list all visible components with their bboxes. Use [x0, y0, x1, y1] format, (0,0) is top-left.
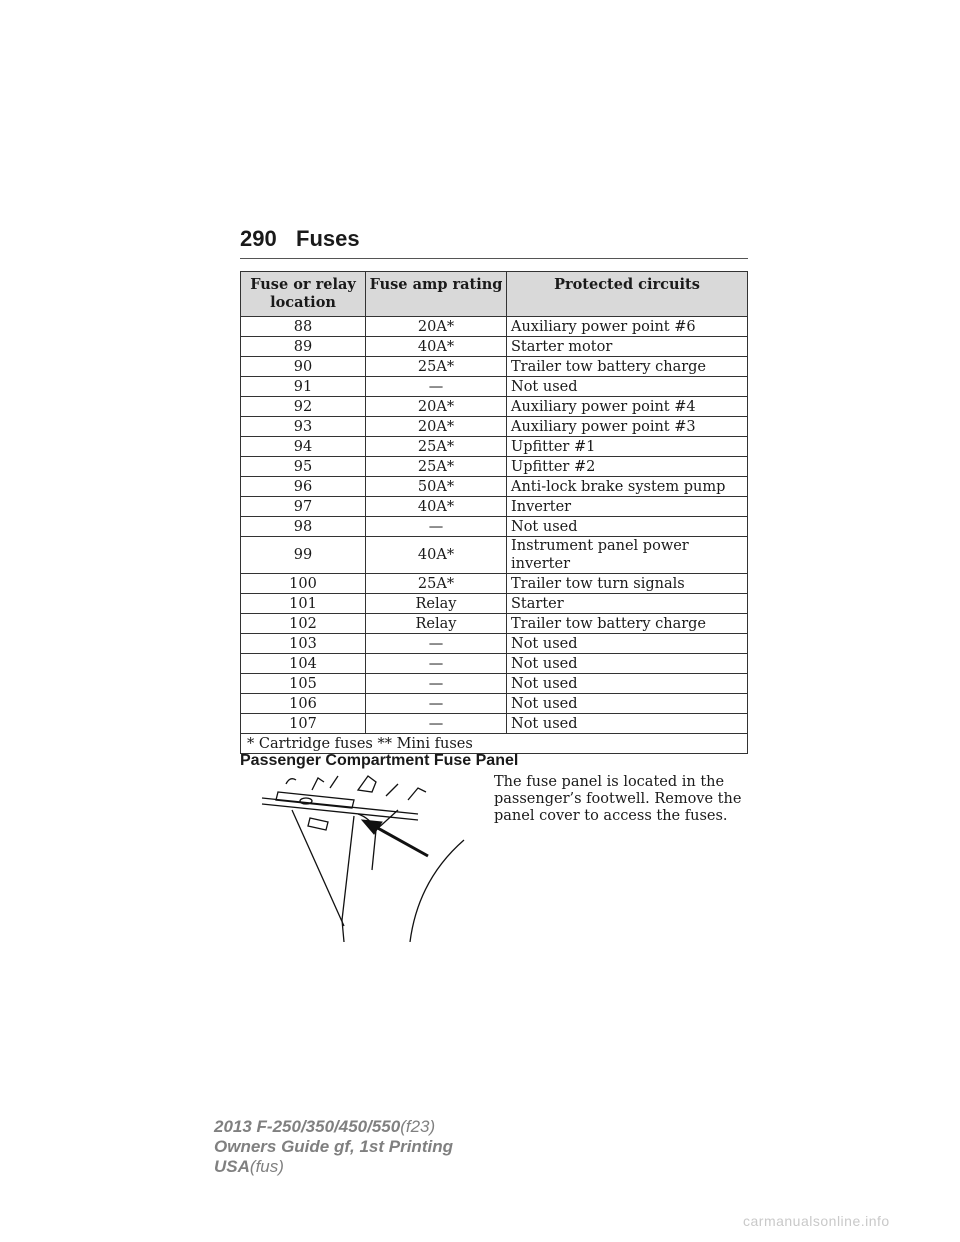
table-row	[241, 634, 748, 654]
table-row	[241, 574, 748, 594]
cell-amp-rating: 20A*	[366, 417, 507, 437]
footer-market-code: (fus)	[249, 1157, 284, 1176]
fuse-panel-location-diagram	[258, 770, 468, 942]
cell-amp-rating: 50A*	[366, 477, 507, 497]
cell-protected-circuit: Not used	[507, 714, 748, 734]
table-row	[241, 397, 748, 417]
cell-protected-circuit: Starter motor	[507, 337, 748, 357]
cell-amp-rating: —	[366, 714, 507, 734]
cell-amp-rating: 25A*	[366, 437, 507, 457]
cell-amp-rating: —	[366, 634, 507, 654]
table-row	[241, 517, 748, 537]
cell-protected-circuit: Not used	[507, 694, 748, 714]
cell-protected-circuit: Auxiliary power point #6	[507, 317, 748, 337]
table-row	[241, 594, 748, 614]
fuse-table-body	[241, 317, 748, 734]
page-header	[240, 226, 748, 260]
header-amp-rating: Fuse amp rating	[366, 272, 507, 317]
cell-amp-rating: 40A*	[366, 537, 507, 574]
footer-line-1	[214, 1117, 453, 1137]
header-protected-circuits: Protected circuits	[507, 272, 748, 317]
table-footnote-row	[241, 734, 748, 754]
page-footer	[214, 1117, 453, 1177]
cell-protected-circuit: Inverter	[507, 497, 748, 517]
cell-location: 89	[241, 337, 366, 357]
cell-location: 95	[241, 457, 366, 477]
table-row	[241, 674, 748, 694]
cell-location: 103	[241, 634, 366, 654]
table-row	[241, 337, 748, 357]
table-row	[241, 694, 748, 714]
table-row	[241, 654, 748, 674]
cell-amp-rating: —	[366, 377, 507, 397]
footer-market: USA	[214, 1157, 250, 1176]
footwell-illustration	[258, 770, 468, 942]
page-number: 290	[240, 226, 277, 251]
cell-protected-circuit: Auxiliary power point #3	[507, 417, 748, 437]
cell-protected-circuit: Trailer tow battery charge	[507, 357, 748, 377]
cell-location: 106	[241, 694, 366, 714]
table-header-row	[241, 272, 748, 317]
table-row	[241, 497, 748, 517]
footer-line-2: Owners Guide gf, 1st Printing	[214, 1137, 453, 1156]
table-footnote: * Cartridge fuses ** Mini fuses	[241, 734, 748, 754]
cell-location: 107	[241, 714, 366, 734]
cell-location: 93	[241, 417, 366, 437]
table-row	[241, 477, 748, 497]
cell-amp-rating: 25A*	[366, 357, 507, 377]
cell-protected-circuit: Trailer tow turn signals	[507, 574, 748, 594]
table-row	[241, 417, 748, 437]
table-row	[241, 714, 748, 734]
cell-location: 100	[241, 574, 366, 594]
cell-location: 99	[241, 537, 366, 574]
cell-location: 88	[241, 317, 366, 337]
cell-protected-circuit: Not used	[507, 654, 748, 674]
table-row	[241, 457, 748, 477]
cell-amp-rating: —	[366, 674, 507, 694]
cell-location: 102	[241, 614, 366, 634]
cell-amp-rating: —	[366, 654, 507, 674]
cell-protected-circuit: Starter	[507, 594, 748, 614]
cell-protected-circuit: Not used	[507, 634, 748, 654]
cell-protected-circuit: Trailer tow battery charge	[507, 614, 748, 634]
passenger-fuse-panel-heading: Passenger Compartment Fuse Panel	[240, 752, 519, 769]
cell-protected-circuit: Anti-lock brake system pump	[507, 477, 748, 497]
cell-protected-circuit: Instrument panel power inverter	[507, 537, 748, 574]
table-row	[241, 377, 748, 397]
cell-amp-rating: Relay	[366, 614, 507, 634]
table-row	[241, 437, 748, 457]
watermark: carmanualsonline.info	[743, 1213, 890, 1229]
footer-line-3	[214, 1157, 453, 1177]
cell-amp-rating: 20A*	[366, 317, 507, 337]
table-row	[241, 357, 748, 377]
cell-protected-circuit: Upfitter #1	[507, 437, 748, 457]
table-row	[241, 317, 748, 337]
cell-location: 92	[241, 397, 366, 417]
cell-amp-rating: 25A*	[366, 574, 507, 594]
cell-protected-circuit: Not used	[507, 517, 748, 537]
cell-amp-rating: 40A*	[366, 497, 507, 517]
footer-model: 2013 F-250/350/450/550	[214, 1117, 401, 1136]
header-rule	[240, 258, 748, 259]
cell-location: 105	[241, 674, 366, 694]
cell-amp-rating: 25A*	[366, 457, 507, 477]
footer-model-code: (f23)	[400, 1117, 436, 1136]
cell-amp-rating: 20A*	[366, 397, 507, 417]
cell-amp-rating: —	[366, 694, 507, 714]
cell-location: 90	[241, 357, 366, 377]
cell-amp-rating: 40A*	[366, 337, 507, 357]
cell-location: 104	[241, 654, 366, 674]
cell-protected-circuit: Not used	[507, 674, 748, 694]
fuse-table	[240, 271, 748, 754]
cell-protected-circuit: Auxiliary power point #4	[507, 397, 748, 417]
cell-location: 97	[241, 497, 366, 517]
section-title: Fuses	[296, 226, 360, 251]
cell-location: 94	[241, 437, 366, 457]
cell-location: 96	[241, 477, 366, 497]
cell-location: 91	[241, 377, 366, 397]
table-row	[241, 614, 748, 634]
passenger-fuse-panel-text: The fuse panel is located in the passenger’s footwell. Remove the panel cover to access the fuses.	[494, 774, 742, 824]
cell-amp-rating: —	[366, 517, 507, 537]
header-location: Fuse or relay location	[241, 272, 366, 317]
table-row	[241, 537, 748, 574]
cell-location: 98	[241, 517, 366, 537]
cell-protected-circuit: Upfitter #2	[507, 457, 748, 477]
cell-protected-circuit: Not used	[507, 377, 748, 397]
cell-amp-rating: Relay	[366, 594, 507, 614]
cell-location: 101	[241, 594, 366, 614]
